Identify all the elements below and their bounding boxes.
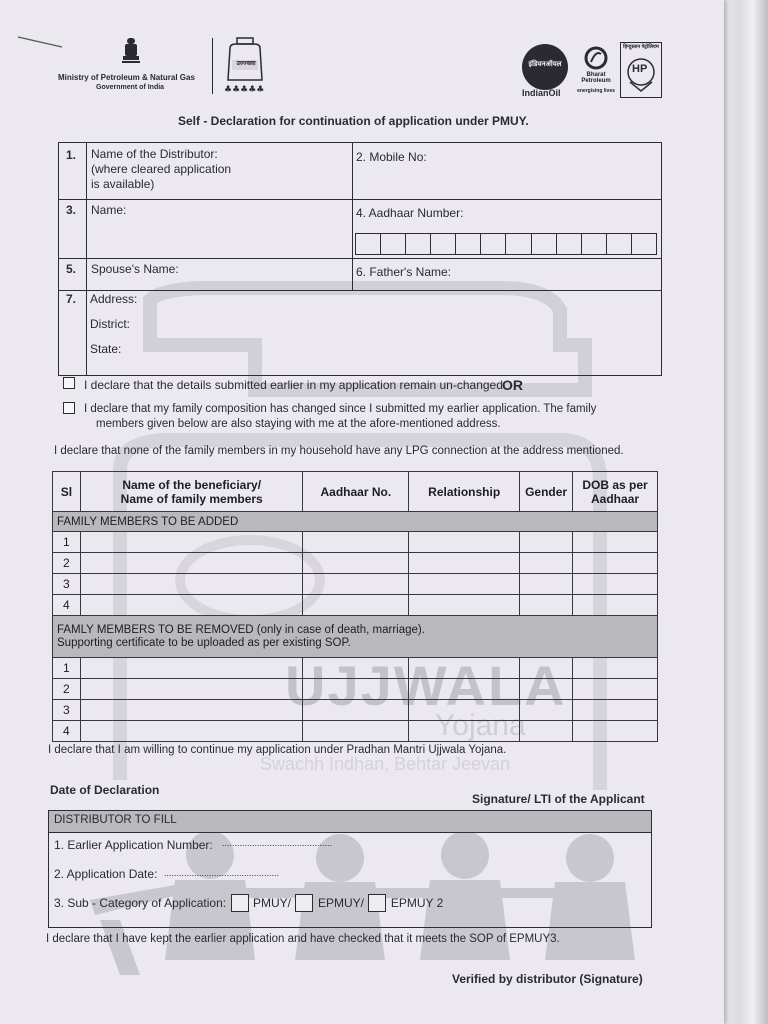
table-header-row <box>53 472 658 512</box>
removed-section-label <box>53 616 658 658</box>
final-declaration: I declare that I have kept the earlier application and have checked that it meets the SOP of EPMUY3. <box>46 933 560 945</box>
cell-dob[interactable] <box>573 532 658 553</box>
cell-dob[interactable] <box>573 700 658 721</box>
changed-declaration-line2: members given below are also staying with me at the afore-mentioned address. <box>96 418 501 430</box>
cell-aadhaar[interactable] <box>303 658 409 679</box>
header-name <box>80 472 302 512</box>
pen-mark <box>16 34 66 50</box>
indianoil-name: IndianOil <box>522 88 561 98</box>
table-row <box>53 721 658 742</box>
removed-section-row <box>53 616 658 658</box>
header-aadhaar: Aadhaar No. <box>303 472 409 512</box>
cell-aadhaar[interactable] <box>303 700 409 721</box>
removed-section-line2: Supporting certificate to be uploaded as per existing SOP. <box>57 636 351 649</box>
removed-section-line1: FAMLY MEMBERS TO BE REMOVED (only in case of death, marriage). <box>57 623 425 636</box>
mobile-label: 2. Mobile No: <box>356 150 427 164</box>
table-row <box>53 658 658 679</box>
cell-dob[interactable] <box>573 553 658 574</box>
cell-relationship[interactable] <box>409 721 520 742</box>
svg-text:♣♣♣♣♣: ♣♣♣♣♣ <box>224 85 265 95</box>
aadhaar-digit-boxes[interactable] <box>355 233 657 255</box>
district-label: District: <box>90 317 130 331</box>
row-sl: 4 <box>53 721 81 742</box>
header-divider <box>212 38 213 94</box>
header-sl: Sl <box>53 472 81 512</box>
form-title: Self - Declaration for continuation of application under PMUY. <box>178 114 529 128</box>
cell-name[interactable] <box>80 532 302 553</box>
cell-relationship[interactable] <box>409 574 520 595</box>
no-lpg-declaration: I declare that none of the family members in my household have any LPG connection at the address mentioned. <box>54 445 624 457</box>
cell-name[interactable] <box>80 595 302 616</box>
earlier-application-label: 1. Earlier Application Number: <box>54 838 213 852</box>
col-divider-mid <box>352 142 353 290</box>
distributor-name-note1: (where cleared application <box>91 162 232 176</box>
table-row <box>53 574 658 595</box>
row-sl: 1 <box>53 658 81 679</box>
row-divider-1 <box>58 199 662 200</box>
changed-declaration-line1: I declare that my family composition has changed since I submitted my earlier application. The family <box>84 403 597 415</box>
cell-name[interactable] <box>80 679 302 700</box>
cell-gender[interactable] <box>520 553 573 574</box>
header-name-line1: Name of the beneficiary/ <box>122 477 262 492</box>
indianoil-hindi: इंडियनऑयल <box>528 61 562 68</box>
cell-relationship[interactable] <box>409 658 520 679</box>
row-sl: 2 <box>53 553 81 574</box>
header-relationship: Relationship <box>409 472 520 512</box>
distributor-header: DISTRIBUTOR TO FILL <box>54 814 177 826</box>
bharat-tagline: energising lives <box>577 88 615 94</box>
row-sl: 2 <box>53 679 81 700</box>
bharat-petroleum-logo-icon <box>584 46 608 70</box>
application-date-field[interactable]: .............................................. <box>164 868 280 878</box>
cell-relationship[interactable] <box>409 532 520 553</box>
header-dob-line2: Aadhaar <box>591 491 640 506</box>
subcategory-row <box>54 894 443 912</box>
cell-name[interactable] <box>80 700 302 721</box>
header-dob-line1: DOB as per <box>582 477 648 492</box>
watermark-yojana: Yojana <box>435 709 526 742</box>
subcategory-label: 3. Sub - Category of Application: <box>54 896 227 911</box>
spouse-name-label: Spouse's Name: <box>91 262 179 276</box>
cell-name[interactable] <box>80 574 302 595</box>
cell-dob[interactable] <box>573 721 658 742</box>
watermark-tagline: Swachh Indhan, Behtar Jeevan <box>260 754 511 774</box>
epmuy2-checkbox[interactable] <box>368 894 386 912</box>
father-name-label: 6. Father's Name: <box>356 265 451 279</box>
hp-name: HP <box>632 63 648 75</box>
continue-declaration: I declare that I am willing to continue my application under Pradhan Mantri Ujjwala Yojana. <box>48 744 507 756</box>
cell-aadhaar[interactable] <box>303 553 409 574</box>
added-section-label: FAMILY MEMBERS TO BE ADDED <box>53 512 658 532</box>
state-label: State: <box>90 342 122 356</box>
cell-dob[interactable] <box>573 658 658 679</box>
pmuy-checkbox[interactable] <box>231 894 249 912</box>
row-divider-3 <box>58 290 662 291</box>
earlier-application-field[interactable]: ............................................ <box>222 838 333 848</box>
table-row <box>53 553 658 574</box>
epmuy-option: EPMUY/ <box>317 896 364 911</box>
date-of-declaration-label: Date of Declaration <box>50 783 160 797</box>
col-divider-num <box>86 142 87 376</box>
cell-dob[interactable] <box>573 574 658 595</box>
field-7-number: 7. <box>66 292 77 306</box>
added-section-row <box>53 512 658 532</box>
applicant-signature-label: Signature/ LTI of the Applicant <box>472 792 645 806</box>
bharat-line2: Petroleum <box>581 78 611 84</box>
table-row <box>53 700 658 721</box>
cell-name[interactable] <box>80 658 302 679</box>
ministry-name: Ministry of Petroleum & Natural Gas <box>58 73 195 82</box>
cell-gender[interactable] <box>520 532 573 553</box>
address-label: Address: <box>90 292 138 306</box>
cell-gender[interactable] <box>520 721 573 742</box>
cell-gender[interactable] <box>520 658 573 679</box>
cell-aadhaar[interactable] <box>303 721 409 742</box>
cell-gender[interactable] <box>520 595 573 616</box>
cell-relationship[interactable] <box>409 700 520 721</box>
pmuy-option: PMUY/ <box>253 896 292 911</box>
distributor-name-note2: is available) <box>91 177 155 191</box>
row-sl: 3 <box>53 574 81 595</box>
name-label: Name: <box>91 203 127 217</box>
row-sl: 1 <box>53 532 81 553</box>
header-dob <box>573 472 658 512</box>
epmuy2-option: EPMUY 2 <box>390 896 444 911</box>
distributor-signature-label: Verified by distributor (Signature) <box>452 972 643 986</box>
cell-relationship[interactable] <box>409 595 520 616</box>
field-1-number: 1. <box>66 148 77 162</box>
cell-aadhaar[interactable] <box>303 595 409 616</box>
cell-name[interactable] <box>80 553 302 574</box>
changed-checkbox[interactable] <box>63 402 75 414</box>
pmuy-logo-text: उज्ज्वला <box>236 61 256 67</box>
cell-aadhaar[interactable] <box>303 532 409 553</box>
cell-relationship[interactable] <box>409 679 520 700</box>
or-separator: OR <box>502 377 523 393</box>
distributor-name-label: Name of the Distributor: <box>91 147 218 161</box>
cell-gender[interactable] <box>520 700 573 721</box>
field-5-number: 5. <box>66 262 77 276</box>
aadhaar-label: 4. Aadhaar Number: <box>356 206 464 220</box>
row-sl: 3 <box>53 700 81 721</box>
epmuy-checkbox[interactable] <box>295 894 313 912</box>
cell-relationship[interactable] <box>409 553 520 574</box>
cell-aadhaar[interactable] <box>303 679 409 700</box>
ashoka-emblem-icon <box>120 36 142 66</box>
cell-gender[interactable] <box>520 574 573 595</box>
field-3-number: 3. <box>66 203 77 217</box>
unchanged-checkbox[interactable] <box>63 377 75 389</box>
header-name-line2: Name of family members <box>120 491 263 506</box>
watermark-ujjwala: UJJWALA <box>285 654 567 717</box>
application-date-label: 2. Application Date: <box>54 867 158 881</box>
cell-name[interactable] <box>80 721 302 742</box>
hp-hindi: हिन्दुस्तान पेट्रोलियम <box>623 44 659 50</box>
cell-dob[interactable] <box>573 595 658 616</box>
unchanged-declaration: I declare that the details submitted earlier in my application remain un-changed. <box>84 378 507 392</box>
table-row <box>53 532 658 553</box>
ministry-govt: Government of India <box>96 84 165 91</box>
family-members-table <box>52 471 658 742</box>
bharat-line1: Bharat <box>586 72 606 78</box>
cell-aadhaar[interactable] <box>303 574 409 595</box>
cell-dob[interactable] <box>573 679 658 700</box>
row-divider-2 <box>58 258 662 259</box>
row-sl: 4 <box>53 595 81 616</box>
cell-gender[interactable] <box>520 679 573 700</box>
header-gender: Gender <box>520 472 573 512</box>
table-row <box>53 595 658 616</box>
table-row <box>53 679 658 700</box>
